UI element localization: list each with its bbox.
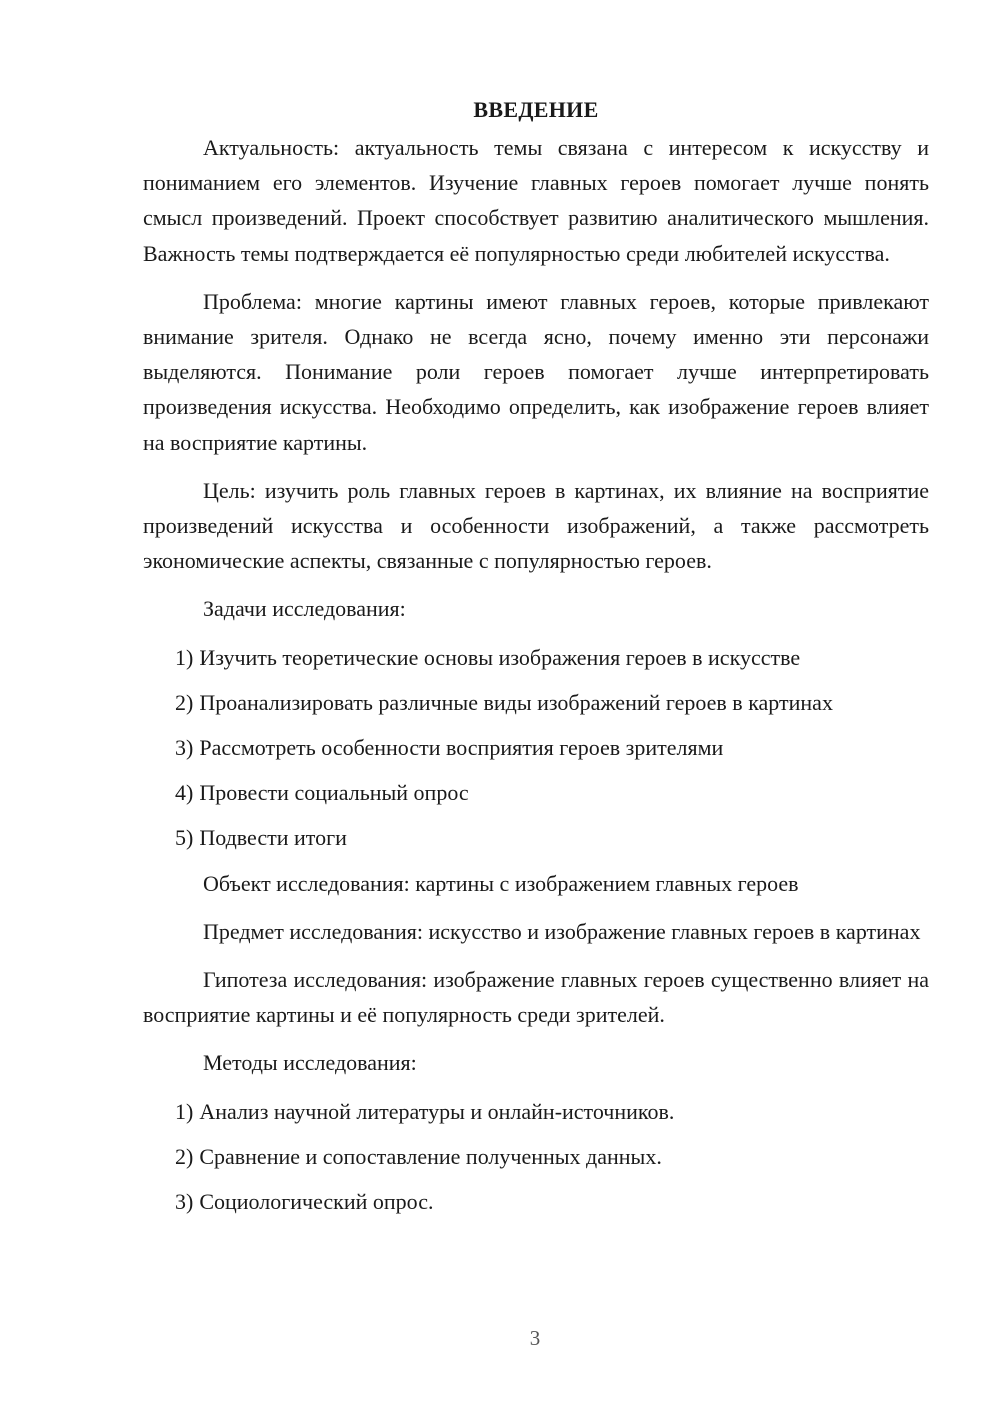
relevance-paragraph: Актуальность: актуальность темы связана с интересом к искусству и пониманием его элементов. Изучение главных героев помогает лучше понять смысл произведений. Проект способствует развитию аналитического мышления. Важность темы подтверждается её популярностью среди любителей искусства. [143, 135, 929, 266]
list-item [143, 640, 929, 675]
list-item [143, 1184, 929, 1219]
methods-list [143, 1094, 929, 1220]
subject-paragraph: Предмет исследования: искусство и изображение главных героев в картинах [203, 918, 921, 944]
list-item [143, 820, 929, 855]
list-item-number: 2) [175, 1143, 194, 1169]
list-item-text: Рассмотреть особенности восприятия героев зрителями [199, 735, 724, 761]
list-item-number: 5) [175, 825, 194, 851]
list-item [143, 1094, 929, 1129]
list-item-text: Изучить теоретические основы изображения героев в искусстве [199, 644, 801, 670]
list-item-number: 2) [175, 689, 194, 715]
page-number: 3 [529, 1326, 541, 1350]
list-item [143, 685, 929, 720]
list-item-number: 1) [175, 644, 194, 670]
list-item [143, 1139, 929, 1174]
list-item-number: 3) [175, 1189, 194, 1215]
list-item-text: Анализ научной литературы и онлайн-источников. [199, 1098, 675, 1124]
list-item-text: Проанализировать различные виды изображений героев в картинах [199, 689, 833, 715]
methods-heading: Методы исследования: [203, 1050, 417, 1076]
goal-paragraph: Цель: изучить роль главных героев в картинах, их влияние на восприятие произведений искусства и особенности изображений, а также рассмотреть экономические аспекты, связанные с популярностью героев. [143, 477, 929, 574]
list-item-text: Сравнение и сопоставление полученных данных. [199, 1143, 662, 1169]
list-item-text: Социологический опрос. [199, 1189, 434, 1215]
tasks-list [143, 640, 929, 856]
list-item-text: Подвести итоги [199, 825, 347, 851]
document-page [143, 92, 929, 1229]
list-item [143, 730, 929, 765]
page-title: ВВЕДЕНИЕ [473, 97, 599, 122]
problem-paragraph: Проблема: многие картины имеют главных героев, которые привлекают внимание зрителя. Однако не всегда ясно, почему именно эти персонажи выделяются. Понимание роли героев помогает лучше интерпретировать произведения искусства. Необходимо определить, как изображение героев влияет на восприятие картины. [143, 288, 929, 455]
object-paragraph: Объект исследования: картины с изображением главных героев [203, 870, 799, 896]
tasks-heading: Задачи исследования: [203, 596, 406, 622]
hypothesis-paragraph: Гипотеза исследования: изображение главных героев существенно влияет на восприятие картины и её популярность среди зрителей. [143, 967, 929, 1028]
list-item-number: 4) [175, 780, 194, 806]
list-item-number: 3) [175, 735, 194, 761]
list-item-text: Провести социальный опрос [199, 780, 469, 806]
list-item [143, 775, 929, 810]
list-item-number: 1) [175, 1098, 194, 1124]
